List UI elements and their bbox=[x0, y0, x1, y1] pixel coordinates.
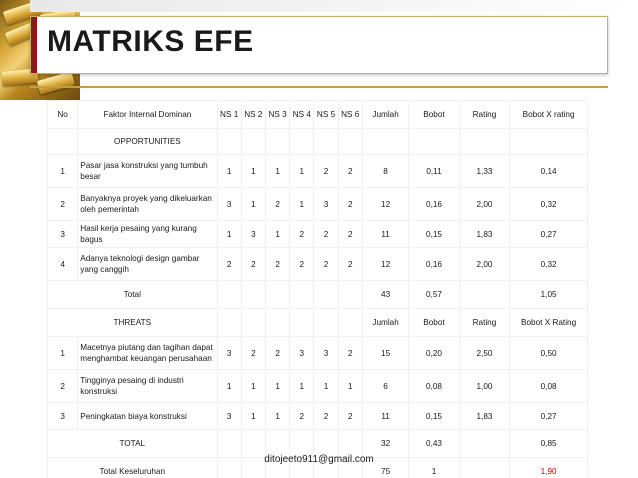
col-header: NS 1 bbox=[217, 101, 241, 129]
ns-cell: 1 bbox=[265, 370, 289, 403]
col-header: Bobot bbox=[409, 309, 459, 337]
ns-cell: 2 bbox=[314, 155, 338, 188]
ns-cell: 2 bbox=[241, 248, 265, 281]
rating-cell: 1,33 bbox=[459, 155, 509, 188]
footer-email: ditojeeto911@gmail.com bbox=[264, 454, 374, 465]
rating-cell: 2,00 bbox=[459, 188, 509, 221]
ns-cell: 3 bbox=[314, 337, 338, 370]
rating-cell: 2,00 bbox=[459, 248, 509, 281]
ns-cell: 3 bbox=[217, 188, 241, 221]
col-header: No bbox=[48, 101, 78, 129]
ns-cell: 1 bbox=[290, 370, 314, 403]
ns-cell: 3 bbox=[290, 337, 314, 370]
bxr-cell: 0,27 bbox=[510, 403, 588, 430]
ns-cell: 3 bbox=[241, 221, 265, 248]
table-row bbox=[48, 221, 588, 248]
total-bobot: 0,57 bbox=[409, 281, 459, 309]
col-header: Rating bbox=[459, 101, 509, 129]
ns-cell: 3 bbox=[314, 188, 338, 221]
bobot-cell: 0,08 bbox=[409, 370, 459, 403]
row-factor: Hasil kerja pesaing yang kurang bagus bbox=[78, 221, 217, 248]
ns-cell: 1 bbox=[338, 370, 362, 403]
ns-cell: 2 bbox=[338, 403, 362, 430]
section-row bbox=[48, 309, 588, 337]
col-header: Bobot bbox=[409, 101, 459, 129]
jumlah-cell: 12 bbox=[362, 188, 408, 221]
bobot-cell: 0,20 bbox=[409, 337, 459, 370]
jumlah-cell: 11 bbox=[362, 221, 408, 248]
row-factor: Macetnya piutang dan tagihan dapat menghambat keuangan perusahaan bbox=[78, 337, 217, 370]
col-header: NS 5 bbox=[314, 101, 338, 129]
ns-cell: 1 bbox=[290, 188, 314, 221]
ns-cell: 1 bbox=[290, 155, 314, 188]
row-factor: Banyaknya proyek yang dikeluarkan oleh pemerintah bbox=[78, 188, 217, 221]
ns-cell: 2 bbox=[265, 337, 289, 370]
page-title: MATRIKS EFE bbox=[47, 25, 254, 58]
grand-total-bobot: 1 bbox=[409, 458, 459, 478]
table-row bbox=[48, 188, 588, 221]
ns-cell: 2 bbox=[338, 188, 362, 221]
row-no: 3 bbox=[48, 221, 78, 248]
ns-cell: 2 bbox=[338, 155, 362, 188]
ns-cell: 3 bbox=[217, 337, 241, 370]
ns-cell: 2 bbox=[338, 221, 362, 248]
divider bbox=[30, 86, 608, 88]
total-bobot: 0,43 bbox=[409, 430, 459, 458]
rating-cell: 1,83 bbox=[459, 403, 509, 430]
ns-cell: 1 bbox=[241, 155, 265, 188]
header-row bbox=[48, 101, 588, 129]
rating-cell: 1,00 bbox=[459, 370, 509, 403]
row-no: 1 bbox=[48, 155, 78, 188]
ns-cell: 1 bbox=[265, 155, 289, 188]
row-no: 2 bbox=[48, 188, 78, 221]
ns-cell: 1 bbox=[217, 155, 241, 188]
col-header: NS 4 bbox=[290, 101, 314, 129]
rating-cell: 2,50 bbox=[459, 337, 509, 370]
bobot-cell: 0,11 bbox=[409, 155, 459, 188]
row-no: 4 bbox=[48, 248, 78, 281]
ns-cell: 1 bbox=[314, 370, 338, 403]
bxr-cell: 0,50 bbox=[510, 337, 588, 370]
ns-cell: 2 bbox=[241, 337, 265, 370]
grand-total-label: Total Keseluruhan bbox=[48, 458, 218, 478]
ns-cell: 2 bbox=[217, 248, 241, 281]
bobot-cell: 0,15 bbox=[409, 221, 459, 248]
table-row bbox=[48, 403, 588, 430]
title-box bbox=[30, 16, 608, 74]
total-label: Total bbox=[48, 281, 218, 309]
col-header: NS 2 bbox=[241, 101, 265, 129]
row-no: 2 bbox=[48, 370, 78, 403]
title-accent bbox=[31, 17, 37, 73]
ns-cell: 2 bbox=[338, 337, 362, 370]
ns-cell: 2 bbox=[314, 248, 338, 281]
section-heading: OPPORTUNITIES bbox=[78, 129, 217, 155]
ns-cell: 2 bbox=[265, 188, 289, 221]
col-header: NS 6 bbox=[338, 101, 362, 129]
grand-total-jumlah: 75 bbox=[362, 458, 408, 478]
top-strip bbox=[30, 0, 638, 12]
ns-cell: 1 bbox=[241, 188, 265, 221]
total-label: TOTAL bbox=[48, 430, 218, 458]
section-heading: THREATS bbox=[48, 309, 218, 337]
table-row bbox=[48, 155, 588, 188]
bobot-cell: 0,16 bbox=[409, 248, 459, 281]
col-header: Bobot X Rating bbox=[510, 309, 588, 337]
bobot-cell: 0,15 bbox=[409, 403, 459, 430]
jumlah-cell: 12 bbox=[362, 248, 408, 281]
bobot-cell: 0,16 bbox=[409, 188, 459, 221]
ns-cell: 2 bbox=[314, 403, 338, 430]
row-factor: Adanya teknologi design gambar yang canggih bbox=[78, 248, 217, 281]
ns-cell: 2 bbox=[314, 221, 338, 248]
ns-cell: 1 bbox=[265, 403, 289, 430]
row-factor: Pasar jasa konstruksi yang tumbuh besar bbox=[78, 155, 217, 188]
efe-matrix-table bbox=[47, 100, 588, 478]
grand-total-bxr: 1,90 bbox=[510, 458, 588, 478]
jumlah-cell: 6 bbox=[362, 370, 408, 403]
total-bxr: 0,85 bbox=[510, 430, 588, 458]
row-no: 3 bbox=[48, 403, 78, 430]
ns-cell: 2 bbox=[290, 403, 314, 430]
jumlah-cell: 8 bbox=[362, 155, 408, 188]
jumlah-cell: 11 bbox=[362, 403, 408, 430]
ns-cell: 1 bbox=[241, 370, 265, 403]
col-header: Bobot X rating bbox=[510, 101, 588, 129]
ns-cell: 3 bbox=[217, 403, 241, 430]
bxr-cell: 0,08 bbox=[510, 370, 588, 403]
col-header: Faktor Internal Dominan bbox=[78, 101, 217, 129]
section-row bbox=[48, 129, 588, 155]
bxr-cell: 0,27 bbox=[510, 221, 588, 248]
total-row bbox=[48, 281, 588, 309]
total-jumlah: 43 bbox=[362, 281, 408, 309]
ns-cell: 1 bbox=[241, 403, 265, 430]
bxr-cell: 0,32 bbox=[510, 188, 588, 221]
rating-cell: 1,83 bbox=[459, 221, 509, 248]
ns-cell: 2 bbox=[265, 248, 289, 281]
table-row bbox=[48, 248, 588, 281]
ns-cell: 1 bbox=[217, 370, 241, 403]
col-header: Jumlah bbox=[362, 309, 408, 337]
row-factor: Peningkatan biaya konstruksi bbox=[78, 403, 217, 430]
col-header: Rating bbox=[459, 309, 509, 337]
bxr-cell: 0,14 bbox=[510, 155, 588, 188]
ns-cell: 1 bbox=[217, 221, 241, 248]
row-factor: Tingginya pesaing di industri konstruksi bbox=[78, 370, 217, 403]
table-row bbox=[48, 370, 588, 403]
table-row bbox=[48, 337, 588, 370]
col-header: NS 3 bbox=[265, 101, 289, 129]
ns-cell: 1 bbox=[265, 221, 289, 248]
jumlah-cell: 15 bbox=[362, 337, 408, 370]
ns-cell: 2 bbox=[290, 248, 314, 281]
ns-cell: 2 bbox=[290, 221, 314, 248]
ns-cell: 2 bbox=[338, 248, 362, 281]
total-bxr: 1,05 bbox=[510, 281, 588, 309]
col-header: Jumlah bbox=[362, 101, 408, 129]
total-jumlah: 32 bbox=[362, 430, 408, 458]
row-no: 1 bbox=[48, 337, 78, 370]
bxr-cell: 0,32 bbox=[510, 248, 588, 281]
